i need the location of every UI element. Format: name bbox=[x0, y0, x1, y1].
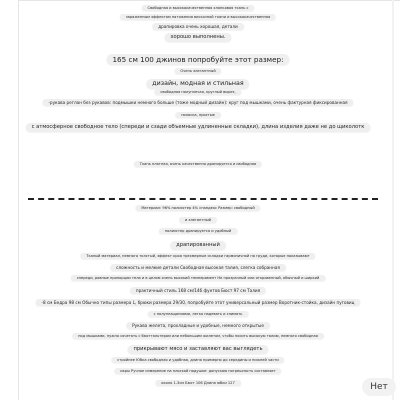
text-line: Свободная и высококачественная хлопковая ткань с bbox=[142, 5, 255, 11]
text-line: под мышками, нужно сочетать с бюстгальтером или небольшим жилетом, чтобы носить высокую талию, немного свободная bbox=[72, 333, 324, 339]
text-line: драпированный bbox=[170, 241, 226, 250]
text-line: спереди, ровные пропорции тела и в целом очень высокий темперамент Не прозрачный или откровенный, обычный и ширкий bbox=[71, 275, 326, 281]
text-line: 165 см 100 джинов попробуйте этот размер: bbox=[106, 54, 289, 65]
no-button[interactable]: Нет bbox=[362, 378, 396, 396]
left-gutter bbox=[0, 0, 19, 400]
description-content bbox=[18, 0, 378, 400]
text-line: Очень элегантный bbox=[174, 68, 221, 74]
text-line: и элегантный bbox=[179, 217, 217, 223]
text-line: свободная полуплечая, круглый вырез, bbox=[154, 89, 241, 95]
text-line: заряженным эффектом натяжения вискозной ткани и высококачественная bbox=[120, 14, 276, 20]
text-line: -8 см Бедра 98 см Обычно типы размера L, брюки размера 29/30, попробуйте этот универсальный размер Воротник-стойка, дизайн пуговиц bbox=[35, 299, 360, 306]
text-line: полиэстер драпируется и удобный bbox=[159, 228, 238, 234]
text-line: полоска, простые bbox=[175, 112, 221, 118]
text-line: дизайн, модная и стильная bbox=[146, 79, 249, 89]
text-line: с полуплащаниями, легко надевать и снимать bbox=[148, 311, 249, 317]
text-line: практичный стиль 168 см/146 фунтов Бюст 97 см Талия bbox=[130, 287, 266, 294]
text-line: с атмосферное свободное тело (спереди и сзади объемные удлиненные складки), длина изделия даже не до щиколотк bbox=[26, 123, 371, 132]
dashed-divider bbox=[28, 198, 378, 200]
text-line: сложность и мелкие детали Свободная высокая талия, слегка собранная bbox=[110, 264, 286, 271]
text-line: икры Ручное измерение на плоской подушке: допускаю погрешность составляет bbox=[114, 368, 281, 374]
text-line: Ткань плотная, очень качественно драпируется и свободная bbox=[134, 161, 262, 167]
text-line: Материал: 96% полиэстер 4% спандекс Размер: свободный bbox=[135, 205, 260, 211]
text-line: около 1-3см Бюст 106 Длина юбки 127 bbox=[155, 380, 241, 386]
text-line: прикрывают мясо и заставляют вас выглядеть bbox=[127, 345, 268, 354]
text-line: драпировка очень хорошая, детали bbox=[152, 23, 244, 30]
text-line: стройнее Юбка свободная и удобная, длина примерно до середины и нижней части bbox=[111, 357, 284, 363]
text-line: Рукава желета, прохладные и удобные, немного открытые bbox=[126, 322, 270, 329]
text-line: хорошо выполнены. bbox=[164, 33, 231, 42]
text-line: Тканый материал, немного толстый, эффект кроя трехмерные складки гармоничной на груди, которые показывают bbox=[80, 253, 315, 259]
text-line: -рукава реглан без рукавов: подмышки немного больше (тоже модный дизайн): круг под мышками, очень фактурная фиксированная bbox=[42, 99, 353, 106]
right-scroll-track[interactable] bbox=[392, 0, 394, 400]
